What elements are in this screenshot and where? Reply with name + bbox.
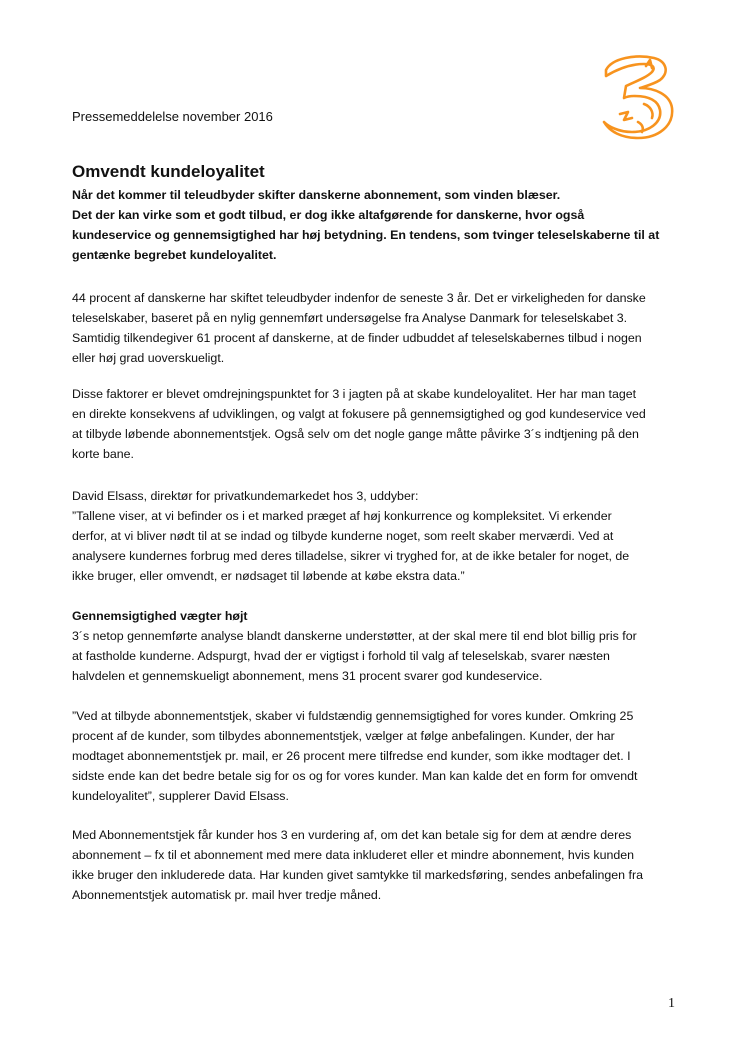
body-paragraph (72, 626, 682, 686)
three-brand-logo-icon (598, 52, 678, 142)
document-page (72, 0, 682, 1056)
paragraph-line: at fastholde kunderne. Adspurgt, hvad der er vigtigst i forhold til valg af teleselskab, svarer næsten (72, 649, 610, 663)
body-paragraph (72, 486, 682, 586)
paragraph-line: 3´s netop gennemførte analyse blandt danskerne understøtter, at der skal mere til end blot billig pris for (72, 629, 637, 643)
paragraph-line: Med Abonnementstjek får kunder hos 3 en vurdering af, om det kan betale sig for dem at ændre deres (72, 828, 632, 842)
paragraph-line: ”Tallene viser, at vi befinder os i et marked præget af høj konkurrence og kompleksitet. Vi erkender (72, 509, 612, 523)
paragraph-line: en direkte konsekvens af udviklingen, og valgt at fokusere på gennemsigtighed og god kundeservice ved (72, 407, 646, 421)
paragraph-line: halvdelen et gennemskueligt abonnement, mens 31 procent svarer god kundeservice. (72, 669, 543, 683)
paragraph-line: korte bane. (72, 447, 134, 461)
lead-line: Det der kan virke som et godt tilbud, er dog ikke altafgørende for danskerne, hvor også (72, 208, 585, 222)
paragraph-line: ”Ved at tilbyde abonnementstjek, skaber vi fuldstændig gennemsigtighed for vores kunder. Omkring 25 (72, 709, 634, 723)
page-number: 1 (668, 996, 675, 1011)
paragraph-line: at tilbyde løbende abonnementstjek. Også selv om det nogle gange måtte påvirke 3´s indtjening på den (72, 427, 639, 441)
body-paragraph (72, 384, 682, 464)
paragraph-line: ikke bruger, eller omvendt, er nødsaget til løbende at købe ekstra data.” (72, 569, 465, 583)
paragraph-line: Disse faktorer er blevet omdrejningspunktet for 3 i jagten på at skabe kundeloyalitet. Her har man taget (72, 387, 637, 401)
paragraph-line: kundeloyalitet”, supplerer David Elsass. (72, 789, 289, 803)
body-paragraph (72, 288, 682, 368)
document-type-label: Pressemeddelelse november 2016 (72, 109, 273, 124)
paragraph-line: teleselskaber, baseret på en nylig gennemført undersøgelse fra Analyse Danmark for teleselskabet 3. (72, 311, 628, 325)
paragraph-line: Samtidig tilkendegiver 61 procent af danskerne, at de finder udbuddet af teleselskabernes tilbud i nogen (72, 331, 642, 345)
paragraph-line: derfor, at vi bliver nødt til at se indad og tilbyde kunderne noget, som reelt skaber merværdi. Ved at (72, 529, 614, 543)
paragraph-line: procent af de kunder, som tilbydes abonnementstjek, vælger at følge anbefalingen. Kunder, der har (72, 729, 615, 743)
paragraph-line: abonnement – fx til et abonnement med mere data inkluderet eller et mindre abonnement, hvis kunden (72, 848, 635, 862)
lead-line: gentænke begrebet kundeloyalitet. (72, 248, 277, 262)
lead-line: Når det kommer til teleudbyder skifter danskerne abonnement, som vinden blæser. (72, 188, 561, 202)
section-heading: Gennemsigtighed vægter højt (72, 609, 248, 623)
body-paragraph (72, 706, 682, 806)
paragraph-line: Abonnementstjek automatisk pr. mail hver tredje måned. (72, 888, 382, 902)
lead-paragraph (72, 185, 672, 265)
paragraph-line: ikke bruger den inkluderede data. Har kunden givet samtykke til markedsføring, sendes anbefalingen fra (72, 868, 643, 882)
paragraph-line: David Elsass, direktør for privatkundemarkedet hos 3, uddyber: (72, 489, 419, 503)
paragraph-line: eller høj grad uoverskueligt. (72, 351, 225, 365)
paragraph-line: 44 procent af danskerne har skiftet teleudbyder indenfor de seneste 3 år. Det er virkeligheden for danske (72, 291, 646, 305)
paragraph-line: analysere kundernes forbrug med deres tilladelse, sikrer vi tryghed for, at de ikke betaler for noget, de (72, 549, 630, 563)
body-paragraph (72, 825, 682, 905)
paragraph-line: modtaget abonnementstjek pr. mail, er 26 procent mere tilfredse end kunder, som ikke modtager det. I (72, 749, 631, 763)
paragraph-line: sidste ende kan det bedre betale sig for os og for vores kunder. Man kan kalde det en form for omvendt (72, 769, 638, 783)
page-title: Omvendt kundeloyalitet (72, 162, 265, 181)
lead-line: kundeservice og gennemsigtighed har høj betydning. En tendens, som tvinger teleselskaberne til at (72, 228, 660, 242)
